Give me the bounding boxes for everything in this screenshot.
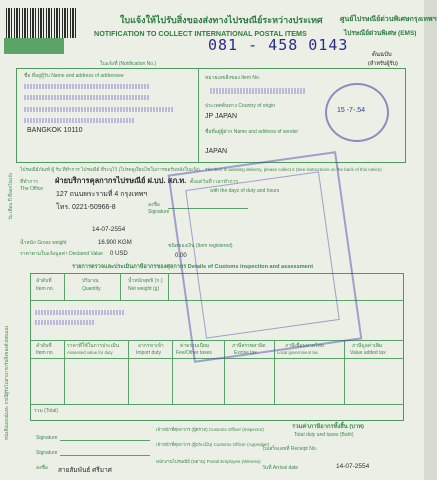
office-hours-thai: ตั้งแต่วันที่ เวลาทำการ (190, 179, 239, 185)
addressee-line2-redacted (24, 95, 149, 100)
col-vat-en: Value added tax (350, 350, 386, 356)
addressee-city: BANGKOK 10110 (27, 127, 83, 134)
receipt-no: ใบเสร็จเลขที่ Receipt No. (262, 446, 317, 452)
col-excise-en: Excise tax (234, 350, 257, 356)
ems-center-thai: ศูนย์ไปรษณีย์ด่วนพิเศษกรุงเทพฯ (340, 16, 437, 23)
office-name: ฝ่ายบริการคุลกากรไปรษณีย์ ฝ.บป. สภ.ท. (55, 176, 187, 185)
ems-label: ไปรษณีย์ด่วนพิเศษ (EMS) (344, 30, 417, 37)
bottom-date: 14-07-2554 (336, 463, 370, 470)
sender-value: JAPAN (205, 148, 228, 155)
declared-value: 0 USD (110, 251, 128, 257)
col-no: ลำดับที่ (36, 278, 52, 284)
item-no-label: หมายเลขสิ่งของ Item No. (205, 75, 261, 81)
barcode (6, 8, 76, 38)
customs-row-redacted (35, 310, 125, 315)
col-local-tax: ภาษีเพื่อมหาดไทย (285, 343, 324, 349)
customs-section-title: รายการตรวจและประเมินภาษีอากรของศุลกากร Details of Customs inspection and assessment (72, 264, 314, 270)
customs-stamp-inner (185, 171, 340, 338)
side-proxy-text: หนังสือมอบฉันทะ กรณีผู้รับไม่สามารถรับสิ่งของด้วยตนเอง (4, 325, 9, 440)
col-no-en: Item no. (36, 286, 55, 292)
col-fee: ค่าธรรมเนียม (180, 343, 210, 349)
footer-sig-2: Signature (36, 450, 58, 456)
col-excise: ภาษีสรรพสามิต (232, 343, 266, 349)
office-label-en: The Office (20, 186, 43, 192)
office-hours-en: with the days of duty and hours (210, 188, 280, 194)
col-assessed-value: ราคาที่ใช้ในการประเมิน (67, 343, 120, 349)
title-thai: ใบแจ้งให้ไปรับสิ่งของส่งทางไปรษณีย์ระหว่างประเทศ (120, 15, 323, 25)
declared-label: ราคาตามใบแจ้งมูลค่า Declared Value (20, 251, 103, 257)
gross-weight-value: 16.900 KGM (98, 240, 132, 246)
office-label-thai: ที่ทำการ (20, 179, 38, 185)
addressee-label: ชื่อ ที่อยู่ผู้รับ Name and address of addressee (24, 73, 124, 79)
notice-date-label: วัน เดือน ปี ที่ออกใบแจ้ง (8, 172, 13, 220)
title-english: NOTIFICATION TO COLLECT INTERNATIONAL POSTAL ITEMS (94, 29, 307, 38)
col-vat: ภาษีมูลค่าเพิ่ม (352, 343, 383, 349)
footer-total-title: รวมค่าภาษีอากรทั้งสิ้น (บาท) (292, 424, 364, 430)
postal-witness: พนักงานไปรษณีย์ (พยาน) Postal Employee (Witness) (156, 459, 261, 464)
signatory-label: ลงชื่อ (36, 465, 48, 471)
addressee-line3-redacted (24, 107, 174, 112)
addressee-name-redacted (24, 84, 149, 89)
origin-value: JP JAPAN (205, 113, 238, 120)
total-label: รวม (Total) (34, 408, 59, 414)
notification-no-label: ใบแจ้งที่ (Notification No.) (100, 61, 157, 67)
copy-label-en: (สำหรับผู้รับ) (368, 61, 398, 67)
col-local-tax-en: Local government tax (277, 350, 319, 355)
col-qty: ปริมาณ (82, 278, 99, 284)
barcode-sticker (4, 38, 64, 54)
office-signature-label: ลงชื่อ (148, 202, 160, 208)
col-weight: น้ำหนักสุทธิ (ก.) (128, 278, 163, 284)
duty-label: ชนิดของเงิน (Item registered) (168, 243, 233, 249)
office-signature-en: Signature (148, 209, 170, 215)
item-no-redacted (210, 88, 305, 94)
office-phone: โทร. 0221-50966-8 (56, 204, 116, 211)
postmark-date: 15 -7-.54 (337, 107, 366, 114)
row-header-no-en: Item no. (36, 350, 55, 356)
footer-total-title-en: Total duty and taxes (Baht) (294, 432, 354, 438)
signatory-name: สายสัมพันธ์ ศรีมาศ (58, 467, 112, 474)
col-assessed-value-en: Assessed value for duty (67, 350, 113, 355)
copy-label: ต้นฉบับ (372, 52, 392, 58)
handwritten-phone: 081 - 458 0143 (208, 36, 349, 54)
origin-label: ประเทศต้นทาง Country of origin (205, 103, 276, 109)
col-fee-en: Fee/Other taxes (176, 350, 212, 356)
arrival-date-label: วันที่ Arrival date (262, 465, 299, 471)
customs-appraiser: เจ้าหน้าที่ศุลกากร (ผู้ประเมิน) Customs Officer (Appraiser) (156, 442, 270, 447)
office-note-en: The item is awaiting delivery, please collect it (See instructions on the back of this notice) (205, 167, 382, 172)
customs-row-redacted-2 (35, 320, 95, 325)
customs-inspector: เจ้าหน้าที่ศุลกากร (ผู้ตรวจ) Customs Officer (Inspector) (156, 427, 264, 432)
sender-label: ชื่อที่อยู่ผู้ฝาก Name and address of sender (205, 129, 299, 135)
office-note-thai: ไปรษณีย์ภัณฑ์ ผู้ รับ ที่ทำการ ไปรษณีย์ ที่ระบุไว้ (โปรดดูเงื่อนไขในการขอรับหลังใบแจ้ง) (20, 168, 200, 173)
footer-sig-1: Signature (36, 435, 58, 441)
row-header-no: ลำดับที่ (36, 343, 52, 349)
col-qty-en: Quantity (82, 286, 101, 292)
office-address: 127 ถนนพระรามที่ 4 กรุงเทพฯ (56, 191, 148, 198)
notice-date: 14-07-2554 (92, 226, 126, 233)
gross-weight-label: น้ำหนัก Gross weight (20, 240, 67, 246)
col-weight-en: Net weight (g) (128, 286, 160, 292)
col-import-duty: อากรขาเข้า (138, 343, 164, 349)
col-import-duty-en: Import duty (136, 350, 162, 356)
addressee-line4-redacted (24, 118, 134, 123)
duty-value: 0.00 (175, 253, 187, 259)
